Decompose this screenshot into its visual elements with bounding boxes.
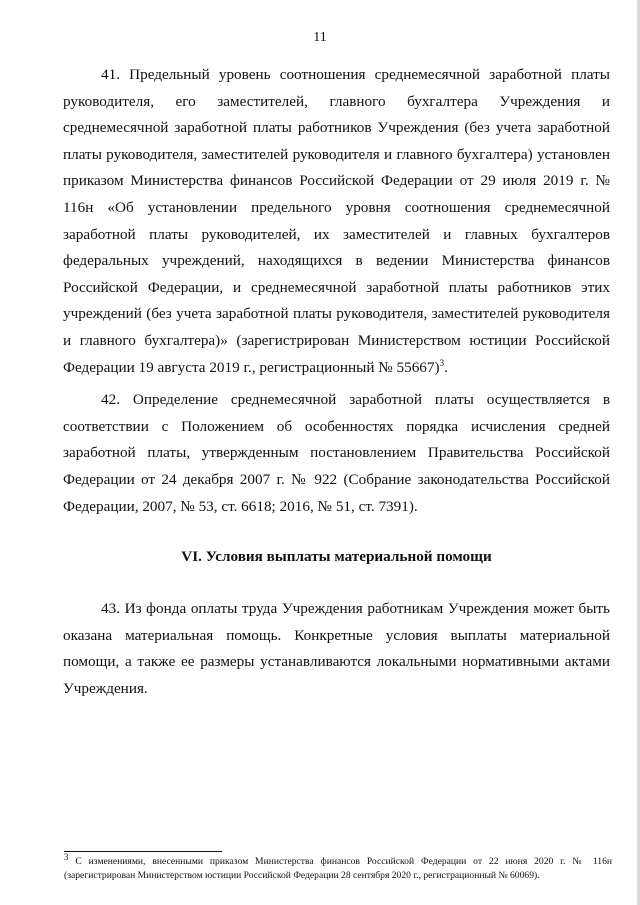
footnote-ref-3[interactable]: 3	[439, 357, 445, 368]
paragraph-41	[63, 62, 610, 381]
footnote-marker: 3	[64, 851, 69, 862]
footnote-3	[64, 851, 612, 883]
paragraph-43: 43. Из фонда оплаты труда Учреждения работникам Учреждения может быть оказана материальная помощь. Конкретные условия выплаты материальной помощи, а также ее размеры устанавливаются локальными нормативными актами Учреждения.	[63, 600, 610, 697]
section-heading: VI. Условия выплаты материальной помощи	[181, 548, 492, 566]
page-number: 11	[313, 30, 327, 45]
document-body	[63, 62, 610, 702]
footnote-separator	[64, 851, 222, 852]
paragraph-42: 42. Определение среднемесячной заработной платы осуществляется в соответствии с Положением об особенностях порядка исчисления средней заработной платы, утвержденным постановлением Правительства Российской Федерации от 24 декабря 2007 г. № 922 (Собрание законодательства Российской Федерации, 2007, № 53, ст. 6618; 2016, № 51, ст. 7391).	[63, 391, 610, 515]
paragraph-41-end: .	[444, 358, 448, 376]
footnote-text: С изменениями, внесенными приказом Министерства финансов Российской Федерации от 22 июня 2020 г. № 116н (зарегистрирован Министерством юстиции Российской Федерации 28 сентября 2020 г., регистрационный № 60069).	[64, 856, 612, 881]
paragraph-41-text: 41. Предельный уровень соотношения среднемесячной заработной платы руководителя, его заместителей, главного бухгалтера Учреждения и среднемесячной заработной платы работников Учреждения (без учета заработной платы руководителя, заместителей руководителя и главного бухгалтера) установлен приказом Министерства финансов Российской Федерации от 29 июля 2019 г. № 116н «Об установлении предельного уровня соотношения среднемесячной заработной платы руководителей, их заместителей и главных бухгалтеров федеральных учреждений, находящихся в ведении Министерства финансов Российской Федерации, и среднемесячной заработной платы работников этих учреждений (без учета заработной платы руководителя, заместителей руководителя и главного бухгалтера)» (зарегистрирован Министерством юстиции Российской Федерации 19 августа 2019 г., регистрационный № 55667)	[63, 66, 610, 376]
